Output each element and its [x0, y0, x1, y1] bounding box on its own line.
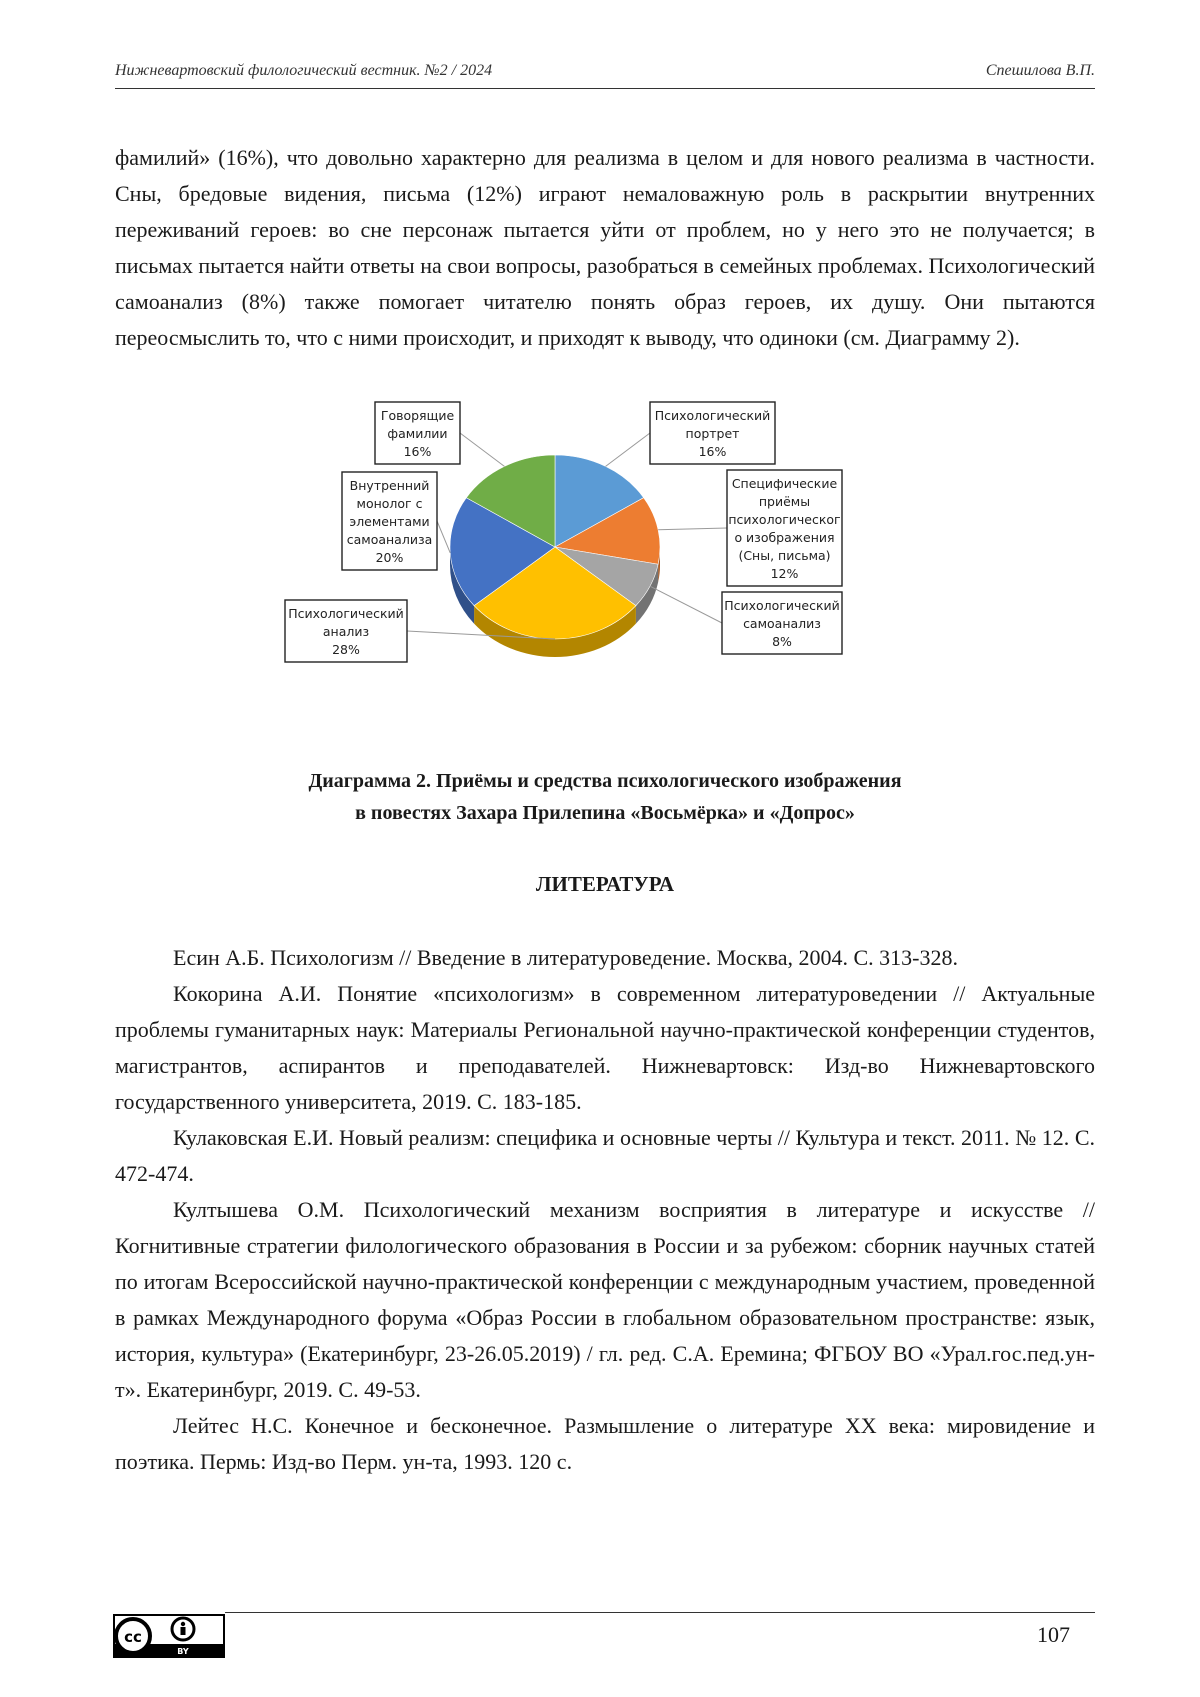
slice-name-label: самоанализа	[346, 532, 433, 547]
intro-paragraph: фамилий» (16%), что довольно характерно для реализма в целом и для нового реализма в частности. Сны, бредовые видения, письма (12%) играют немаловажную роль в раскрытии внутренних переживаний героев: во сне персонаж пытается уйти от проблем, но у него это не получается; в письмах пытается найти ответы на свои вопросы, разобраться в семейных проблемах. Психологический самоанализ (8%) также помогает читателю понять образ героев, их душу. Они пытаются переосмыслить то, что с ними происходит, и приходят к выводу, что одиноки (см. Диаграмму 2).	[115, 145, 1095, 350]
slice-name-label: фамилии	[387, 426, 448, 441]
author-name: Спешилова В.П.	[985, 62, 1095, 79]
references-list	[115, 940, 1095, 1480]
pie-chart	[288, 408, 920, 732]
page-number: 107	[1037, 1622, 1070, 1647]
slice-value-label: 16%	[698, 444, 727, 459]
leader-line	[650, 586, 722, 623]
intro-paragraph-block	[115, 140, 1095, 356]
slice-value-label: 20%	[375, 550, 404, 565]
footer-rule	[225, 1612, 1095, 1613]
reference-item: Есин А.Б. Психологизм // Введение в литературоведение. Москва, 2004. С. 313-328.	[173, 945, 958, 970]
slice-name-label: портрет	[685, 426, 740, 441]
reference-item: Лейтес Н.С. Конечное и бесконечное. Размышление о литературе XX века: мировидение и поэтика. Пермь: Изд-во Перм. ун-та, 1993. 120 с.	[115, 1413, 1095, 1474]
slice-name-label: Психологический	[654, 408, 771, 423]
slice-value-label: 8%	[772, 634, 792, 649]
reference-item: Култышева О.М. Психологический механизм восприятия в литературе и искусстве // Когнитивные стратегии филологического образования в России и за рубежом: сборник научных статей по итогам Всероссийской научно-практической конференции с международным участием, проведенной в рамках Международного форума «Образ России в глобальном образовательном пространстве: язык, история, культура» (Екатеринбург, 23-26.05.2019) / гл. ред. С.А. Еремина; ФГБОУ ВО «Урал.гос.пед.ун-т». Екатеринбург, 2019. С. 49-53.	[115, 1197, 1095, 1402]
slice-name-label: элементами	[349, 514, 430, 529]
running-header	[115, 62, 1095, 89]
leader-line	[658, 528, 727, 530]
slice-value-label: 12%	[770, 566, 799, 581]
caption-line-2: в повестях Захара Прилепина «Восьмёрка» и «Допрос»	[355, 802, 855, 824]
slice-name-label: Специфические	[731, 476, 838, 491]
slice-value-label: 16%	[403, 444, 432, 459]
leader-line	[437, 521, 450, 553]
references-heading: ЛИТЕРАТУРА	[535, 872, 675, 896]
slice-name-label: психологическог	[728, 512, 841, 527]
slice-value-label: 28%	[332, 642, 360, 657]
slice-name-label: монолог с	[356, 496, 423, 511]
leader-line	[460, 433, 504, 466]
reference-item: Кокорина А.И. Понятие «психологизм» в современном литературоведении // Актуальные проблемы гуманитарных наук: Материалы Региональной научно-практической конференции студентов, магистрантов, аспирантов и преподавателей. Нижневартовск: Изд-во Нижневартовского государственного университета, 2019. С. 183-185.	[115, 981, 1095, 1114]
svg-text:BY: BY	[177, 1647, 189, 1656]
slice-name-label: Говорящие	[380, 408, 455, 423]
slice-name-label: анализ	[322, 624, 370, 639]
svg-text:cc: cc	[124, 1628, 142, 1646]
journal-title: Нижневартовский филологический вестник. №2 / 2024	[115, 62, 493, 79]
slice-name-label: самоанализ	[743, 616, 821, 631]
slice-name-label: о изображения	[734, 530, 835, 545]
leader-line	[606, 433, 650, 466]
slice-name-label: приёмы	[758, 494, 811, 509]
slice-name-label: Психологический	[724, 598, 840, 613]
slice-name-label: Внутренний	[349, 478, 430, 493]
slice-name-label: (Сны, письма)	[738, 548, 831, 563]
caption-line-1: Диаграмма 2. Приёмы и средства психологического изображения	[308, 770, 902, 792]
slice-name-label: Психологический	[288, 606, 404, 621]
cc-by-icon	[113, 1614, 225, 1658]
figure-caption	[115, 765, 1095, 829]
reference-item: Кулаковская Е.И. Новый реализм: специфика и основные черты // Культура и текст. 2011. № 12. С. 472-474.	[115, 1125, 1095, 1186]
pie-chart-svg	[288, 408, 920, 732]
